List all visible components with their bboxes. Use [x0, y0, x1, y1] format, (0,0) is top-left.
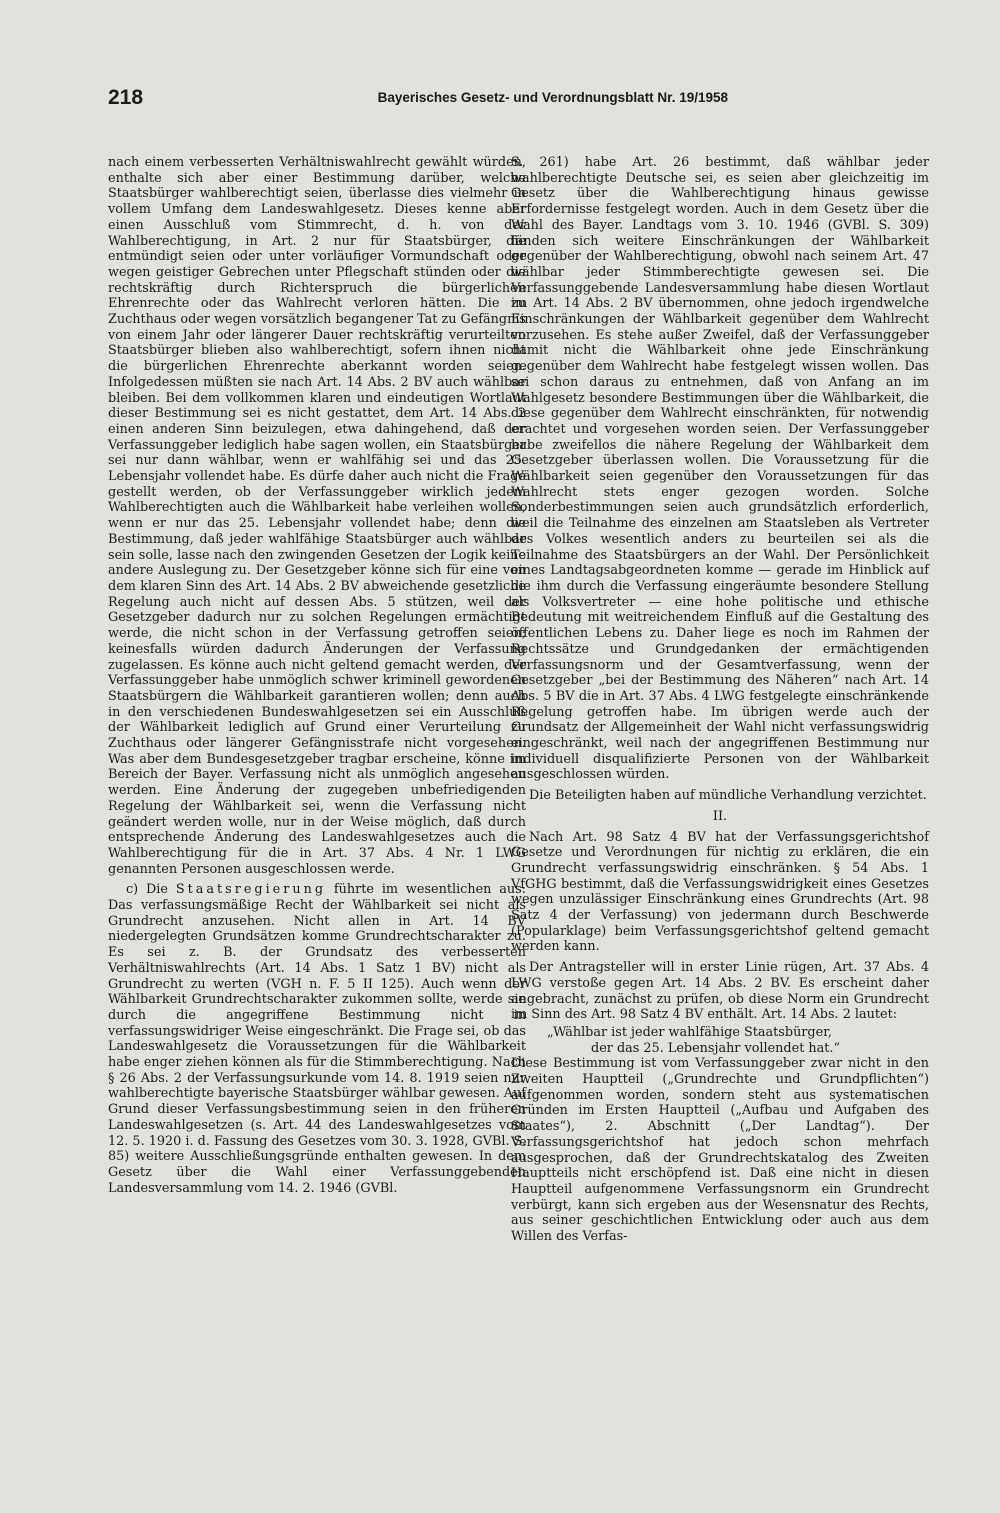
section-heading: II.: [712, 808, 728, 824]
paragraph: Diese Bestimmung ist vom Verfassunggeber zwar nicht in den Zweiten Hauptteil („Grundrechte und Grundpflichten“) aufgenommen worden, sondern steht aus systematischen Gründen im Ersten Hauptteil („Aufbau und Aufgaben des Staates“), 2. Abschnitt („Der Landtag“). Der Verfassungsgerichtshof hat jedoch schon mehrfach ausgesprochen, daß der Grundrechtskatalog des Zweiten Hauptteils nicht erschöpfend ist. Daß eine nicht in diesen Hauptteil aufgenommene Verfassungsnorm ein Grundrecht verbürgt, kann sich ergeben aus der Wesensnatur des Rechts, aus seiner geschichtlichen Entwicklung oder auch aus dem Willen des Verfas-: [511, 1056, 929, 1245]
paragraph: Die Beteiligten haben auf mündliche Verhandlung verzichtet.: [529, 788, 927, 804]
left-column: [108, 155, 526, 1201]
paragraph-text: führte im wesentlichen aus: Das verfassungsmäßige Recht der Wählbarkeit sei nicht als Grundrecht anzusehen. Nicht allen in Art. 14 BV niedergelegten Grundsätzen komme Grundrechtscharakter zu. Es sei z. B. der Grundsatz des verbesserten Verhältniswahlrechts (Art. 14 Abs. 1 Satz 1 BV) nicht als Grundrecht zu werten (VGH n. F. 5 II 125). Auch wenn der Wählbarkeit Grundrechtscharakter zukommen sollte, werde sie durch die angegriffene Bestimmung nicht in verfassungswidriger Weise eingeschränkt. Die Frage sei, ob das Landeswahlgesetz die Voraussetzungen für die Wählbarkeit habe enger ziehen können als für die Stimmberechtigung. Nach § 26 Abs. 2 der Verfassungsurkunde vom 14. 8. 1919 seien nur wahlberechtigte bayerische Staatsbürger wählbar gewesen. Auf Grund dieser Verfassungsbestimmung seien in den früheren Landeswahlgesetzen (s. Art. 44 des Landeswahlgesetzes vom 12. 5. 1920 i. d. Fassung des Gesetzes vom 30. 3. 1928, GVBl. S. 85) weitere Ausschließungsgründe enthalten gewesen. In dem Gesetz über die Wahl einer Verfassunggebenden Landesversammlung vom 14. 2. 1946 (GVBl.: [108, 882, 526, 1196]
running-title: Bayerisches Gesetz- und Verordnungsblatt Nr. 19/1958: [377, 90, 728, 105]
paragraph: S. 261) habe Art. 26 bestimmt, daß wählbar jeder wahlberechtigte Deutsche sei, es seien aber gleichzeitig im Gesetz über die Wahlberechtigung hinaus gewisse Erfordernisse festgelegt worden. Auch in dem Gesetz über die Wahl des Bayer. Landtags vom 3. 10. 1946 (GVBl. S. 309) fänden sich weitere Einschränkungen der Wählbarkeit gegenüber der Wahlberechtigung, obwohl nach seinem Art. 47 wählbar jeder Stimmberechtigte gewesen sei. Die Verfassunggebende Landesversammlung habe diesen Wortlaut im Art. 14 Abs. 2 BV übernommen, ohne jedoch irgendwelche Einschränkungen der Wählbarkeit gegenüber dem Wahlrecht vorzusehen. Es stehe außer Zweifel, daß der Verfassunggeber damit nicht die Wählbarkeit ohne jede Einschränkung gegenüber dem Wahlrecht habe festgelegt wissen wollen. Das sei schon daraus zu entnehmen, daß von Anfang an im Wahlgesetz besondere Bestimmungen über die Wählbarkeit, die diese gegenüber dem Wahlrecht einschränkten, für notwendig erachtet und vorgesehen worden seien. Der Verfassunggeber habe zweifellos die nähere Regelung der Wählbarkeit dem Gesetzgeber überlassen wollen. Die Voraussetzung für die Wählbarkeit seien gegenüber den Voraussetzungen für das Wahlrecht stets enger gezogen worden. Solche Sonderbestimmungen seien auch grundsätzlich erforderlich, weil die Teilnahme des einzelnen am Staatsleben als Vertreter des Volkes wesentlich anders zu beurteilen sei als die Teilnahme des Staatsbürgers an der Wahl. Der Persönlichkeit eines Landtagsabgeordneten komme — gerade im Hinblick auf die ihm durch die Verfassung eingeräumte besondere Stellung als Volksvertreter — eine hohe politische und ethische Bedeutung mit weitreichendem Einfluß auf die Gestaltung des öffentlichen Lebens zu. Daher liege es noch im Rahmen der Rechtssätze und Grundgedanken der ermächtigenden Verfassungsnorm und der Gesamtverfassung, wenn der Gesetzgeber „bei der Bestimmung des Näheren“ nach Art. 14 Abs. 5 BV die in Art. 37 Abs. 4 LWG festgelegte einschränkende Regelung getroffen habe. Im übrigen werde auch der Grundsatz der Allgemeinheit der Wahl nicht verfassungswidrig eingeschränkt, weil nach der angegriffenen Bestimmung nur individuell disqualifizierte Personen von der Wählbarkeit ausgeschlossen würden.: [511, 155, 929, 783]
paragraph: nach einem verbesserten Verhältniswahlrecht gewählt würden, enthalte sich aber einer Bestimmung darüber, welche Staatsbürger wahlberechtigt seien, überlasse dies vielmehr in vollem Umfang dem Landeswahlgesetz. Dieses kenne aber einen Ausschluß vom Stimmrecht, d. h. von der Wahlberechtigung, in Art. 2 nur für Staatsbürger, die entmündigt seien oder unter vorläufiger Vormundschaft oder wegen geistiger Gebrechen unter Pflegschaft stünden oder die rechtskräftig durch Richterspruch die bürgerlichen Ehrenrechte oder das Wahlrecht verloren hätten. Die zu Zuchthaus oder wegen vorsätzlich begangener Tat zu Gefängnis von einem Jahr oder längerer Dauer rechtskräftig verurteilten Staatsbürger blieben also wahlberechtigt, sofern ihnen nicht die bürgerlichen Ehrenrechte aberkannt worden seien. Infolgedessen müßten sie nach Art. 14 Abs. 2 BV auch wählbar bleiben. Bei dem vollkommen klaren und eindeutigen Wortlaut dieser Bestimmung sei es nicht gestattet, dem Art. 14 Abs. 2 einen anderen Sinn beizulegen, etwa dahingehend, daß der Verfassunggeber lediglich habe sagen wollen, ein Staatsbürger sei nur dann wählbar, wenn er wahlfähig sei und das 25. Lebensjahr vollendet habe. Es dürfe daher auch nicht die Frage gestellt werden, ob der Verfassunggeber wirklich jedem Wahlberechtigten auch die Wählbarkeit habe verleihen wollen, wenn er nur das 25. Lebensjahr vollendet habe; denn die Bestimmung, daß jeder wahlfähige Staatsbürger auch wählbar sein solle, lasse nach den zwingenden Gesetzen der Logik keine andere Auslegung zu. Der Gesetzgeber könne sich für eine von dem klaren Sinn des Art. 14 Abs. 2 BV abweichende gesetzliche Regelung auch nicht auf dessen Abs. 5 stützen, weil der Gesetzgeber dadurch nur zu solchen Regelungen ermächtigt werde, die nicht schon in der Verfassung getroffen seien; keinesfalls würden dadurch Änderungen der Verfassung zugelassen. Es könne auch nicht geltend gemacht werden, der Verfassunggeber habe unmöglich schwer kriminell gewordenen Staatsbürgern die Wählbarkeit garantieren wollen; denn auch in den verschiedenen Bundeswahlgesetzen sei ein Ausschluß der Wählbarkeit lediglich auf Grund einer Verurteilung zu Zuchthaus oder längerer Gefängnisstrafe nicht vorgesehen. Was aber dem Bundesgesetzgeber tragbar erscheine, könne im Bereich der Bayer. Verfassung nicht als unmöglich angesehen werden. Eine Änderung der zugegeben unbefriedigenden Regelung der Wählbarkeit sei, wenn die Verfassung nicht geändert werden wolle, nur in der Weise möglich, daß durch entsprechende Änderung des Landeswahlgesetzes auch die Wahlberechtigung für die in Art. 37 Abs. 4 Nr. 1 LWG genannten Personen ausgeschlossen werde.: [108, 155, 527, 877]
paragraph-prefix: c) Die: [126, 882, 176, 898]
page-number: 218: [108, 86, 144, 109]
paragraph: Der Antragsteller will in erster Linie rügen, Art. 37 Abs. 4 LWG verstoße gegen Art. 14 Abs. 2 BV. Es erscheint daher angebracht, zunächst zu prüfen, ob diese Norm ein Grundrecht im Sinn des Art. 98 Satz 4 BV enthält. Art. 14 Abs. 2 lautet:: [511, 960, 929, 1023]
emphasis-staatsregierung: Staatsregierung: [175, 882, 327, 898]
quotation-line: „Wählbar ist jeder wahlfähige Staatsbürger,: [547, 1024, 832, 1040]
paragraph: Nach Art. 98 Satz 4 BV hat der Verfassungsgerichtshof Gesetze und Verordnungen für nichtig zu erklären, die ein Grundrecht verfassungswidrig einschränken. § 54 Abs. 1 VfGHG bestimmt, daß die Verfassungswidrigkeit eines Gesetzes wegen unzulässiger Einschränkung eines Grundrechts (Art. 98 Satz 4 der Verfassung) von jedermann durch Beschwerde (Popularklage) beim Verfassungsgerichtshof geltend gemacht werden kann.: [511, 829, 929, 955]
quotation-line: der das 25. Lebensjahr vollendet hat.“: [591, 1040, 841, 1056]
page-header: [108, 86, 728, 110]
right-column: [511, 155, 929, 1250]
paragraph-staatsregierung: [108, 882, 526, 1196]
